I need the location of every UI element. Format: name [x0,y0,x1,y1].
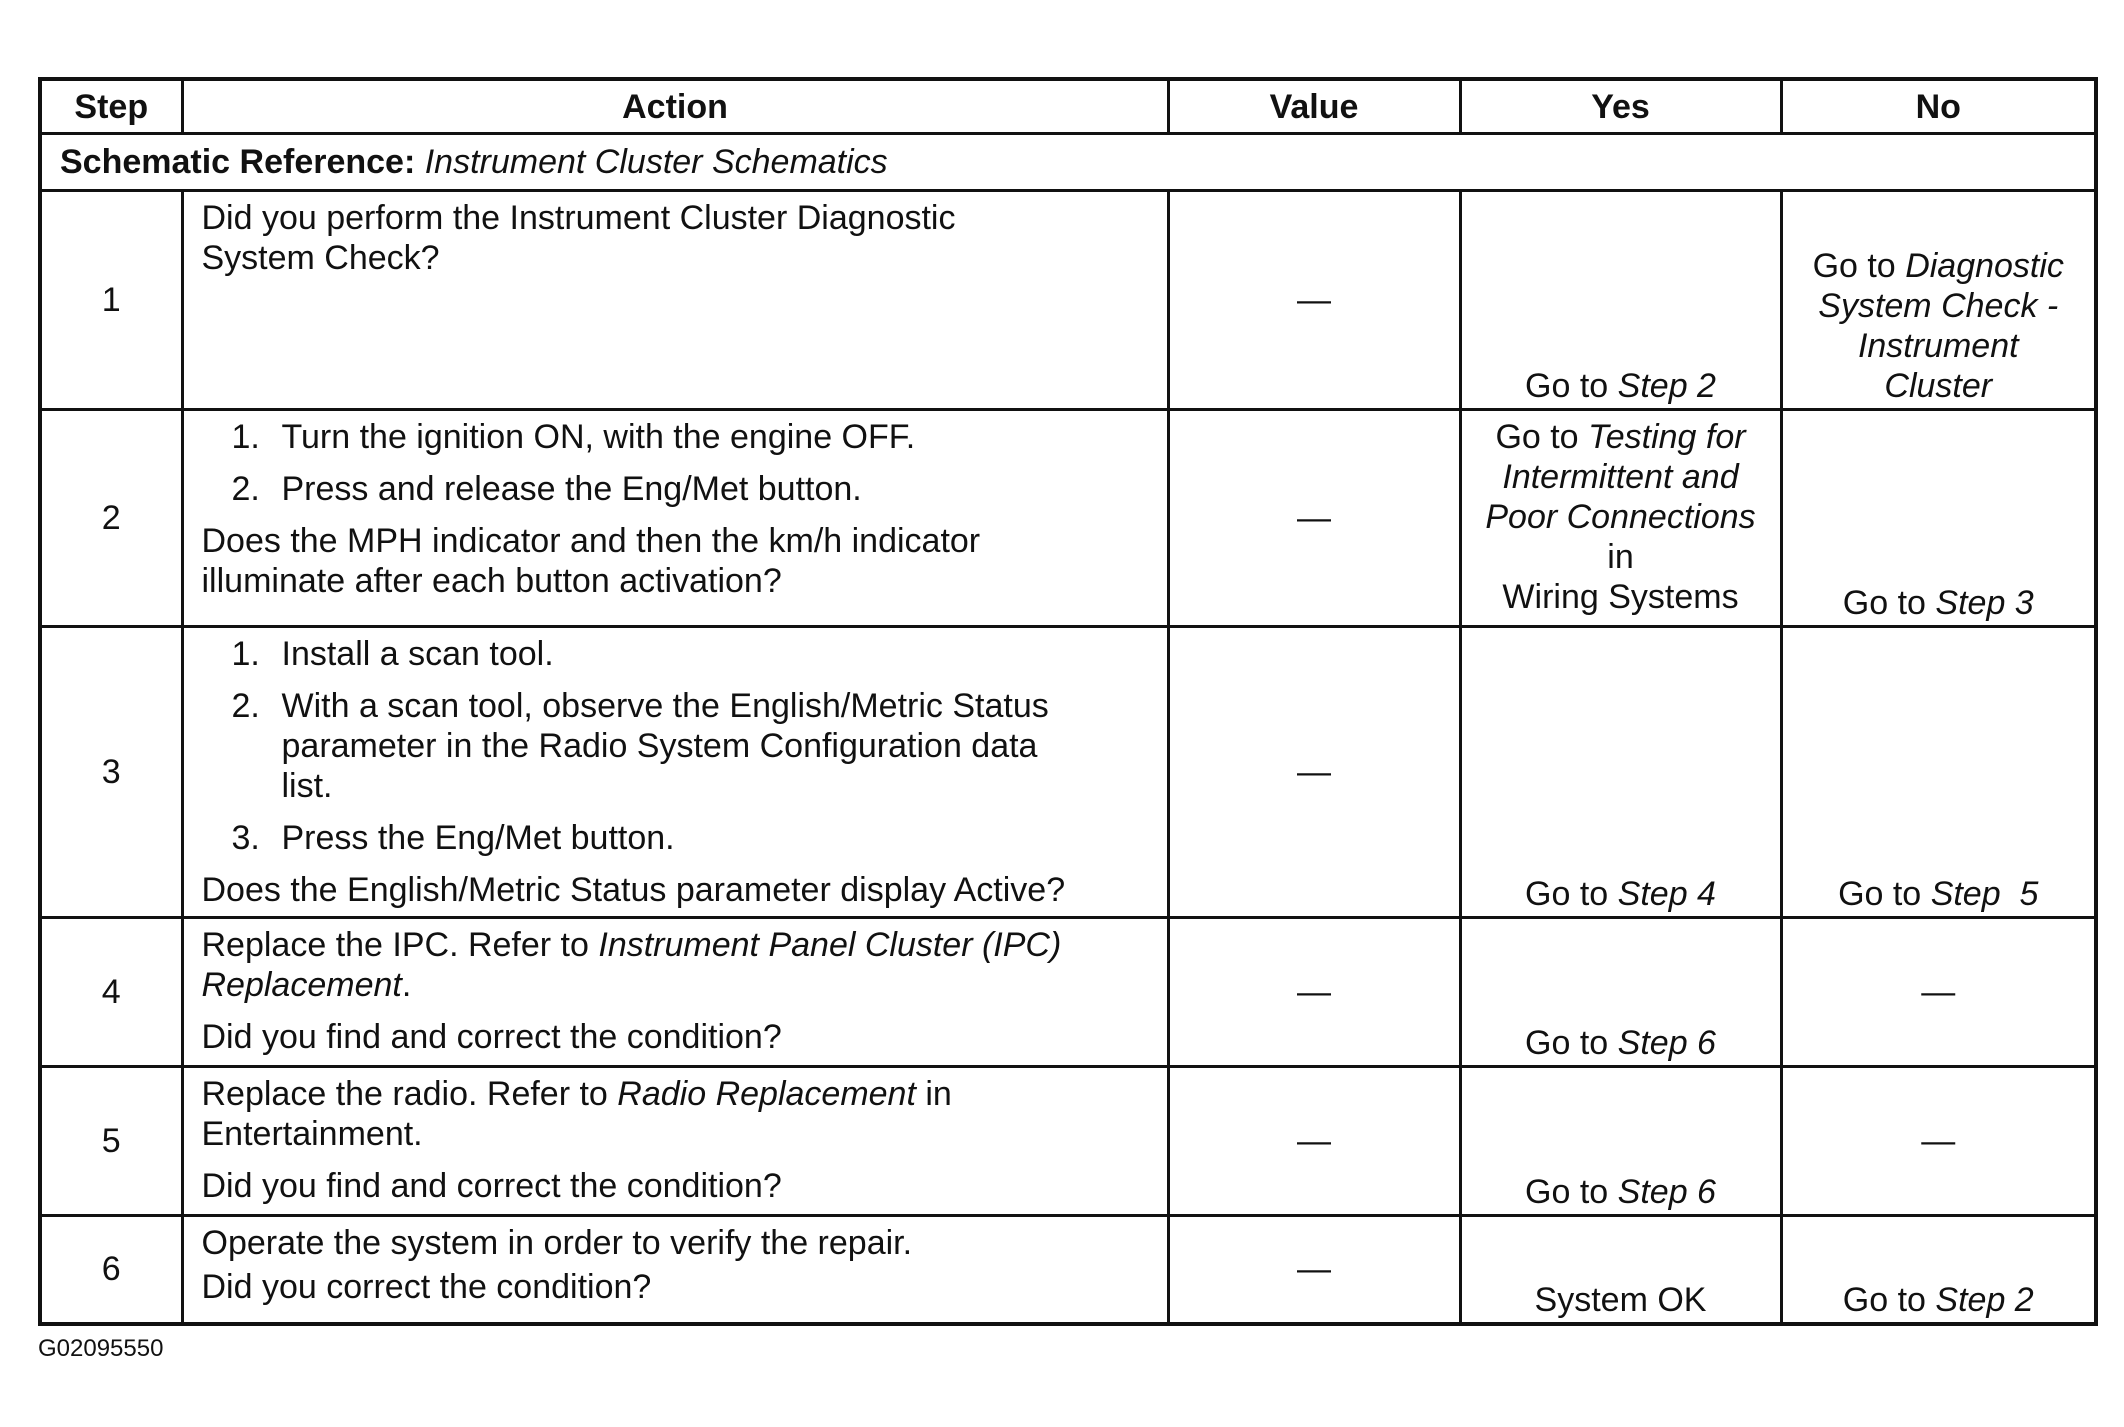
yes-link[interactable]: Testing for [1588,418,1746,456]
goto-text: Go to [1525,367,1609,405]
yes-cell [1460,918,1781,1067]
no-cell [1781,191,2096,410]
action-item-text: Turn the ignition ON, with the engine OFF. [281,418,916,456]
action-ref-link[interactable]: Radio Replacement [617,1075,916,1113]
action-list-item: 1. Install a scan tool. [231,635,554,673]
value-cell: — [1168,918,1460,1067]
value-cell: — [1168,627,1460,918]
table-row [40,1067,2096,1216]
goto-text: Go to [1525,1024,1609,1062]
no-cell: — [1781,918,2096,1067]
action-question: Does the MPH indicator and then the km/h indicator illuminate after each button activation? [201,522,981,600]
step-number: 3 [40,627,182,918]
action-post: in Entertainment. [201,1075,952,1153]
schematic-link[interactable]: Instrument Cluster Schematics [424,143,888,181]
yes-link[interactable]: Step 6 [1617,1173,1716,1211]
value-cell: — [1168,410,1460,627]
action-text [202,1074,1022,1154]
action-question: Did you find and correct the condition? [201,1167,782,1205]
goto-text: Go to [1842,584,1926,622]
action-list-item: 3. Press the Eng/Met button. [231,819,675,857]
action-cell [182,627,1168,918]
table-row [40,191,2096,410]
diagnostic-table [38,77,2098,1326]
yes-cell [1460,191,1781,410]
action-pre: Replace the radio. Refer to [201,1075,608,1113]
action-question: Did you correct the condition? [201,1268,652,1306]
yes-link[interactable]: Step 2 [1617,367,1716,405]
step-number: 2 [40,410,182,627]
action-item-text: Install a scan tool. [281,635,554,673]
value-cell: — [1168,1216,1460,1324]
goto-text: Go to [1525,875,1609,913]
no-link-line[interactable]: Instrument [1857,327,2019,365]
action-cell [182,1067,1168,1216]
step-number: 6 [40,1216,182,1324]
table-row [40,918,2096,1067]
action-cell [182,1216,1168,1324]
goto-text: Go to [1812,247,1896,285]
no-link[interactable]: Step 5 [1930,875,2039,913]
no-link[interactable]: Step 3 [1935,584,2034,622]
no-cell [1781,1216,2096,1324]
action-item-text: With a scan tool, observe the English/Metric Status parameter in the Radio System Configuration data list. [281,687,1049,805]
header-yes: Yes [1460,79,1781,134]
action-cell [182,410,1168,627]
yes-cell [1460,627,1781,918]
yes-text-line: in [1607,538,1634,576]
yes-text-line: Wiring Systems [1502,578,1739,616]
goto-text: Go to [1525,1173,1609,1211]
no-cell: — [1781,1067,2096,1216]
table-row [40,627,2096,918]
action-list-item: 2. With a scan tool, observe the English/Metric Status parameter in the Radio System Configuration data list. [231,687,1049,805]
figure-id-caption: G02095550 [38,1335,164,1362]
action-cell [182,191,1168,410]
action-cell [182,918,1168,1067]
action-list-item: 2. Press and release the Eng/Met button. [231,470,862,508]
goto-text: Go to [1495,418,1579,456]
no-link[interactable]: Step 2 [1935,1280,2034,1319]
value-cell: — [1168,1067,1460,1216]
action-text: Operate the system in order to verify the repair. [201,1224,913,1262]
schematic-reference [40,134,2096,191]
action-question: Did you perform the Instrument Cluster Diagnostic System Check? [201,199,956,277]
no-cell [1781,627,2096,918]
yes-cell [1460,1067,1781,1216]
header-value: Value [1168,79,1460,134]
header-no: No [1781,79,2096,134]
action-list-item: 1. Turn the ignition ON, with the engine OFF. [231,418,916,456]
table-row [40,1216,2096,1324]
step-number: 4 [40,918,182,1067]
action-item-text: Press the Eng/Met button. [281,819,675,857]
no-link-line[interactable]: Cluster [1884,367,1993,405]
schematic-reference-row [40,134,2096,191]
header-step: Step [40,79,182,134]
header-action: Action [182,79,1168,134]
action-ref-link[interactable]: Instrument Panel Cluster (IPC) Replacement [201,926,1062,1004]
action-pre: Replace the IPC. Refer to [201,926,589,964]
goto-text: Go to [1838,875,1922,913]
header-row [40,79,2096,134]
action-item-text: Press and release the Eng/Met button. [281,470,862,508]
step-number: 1 [40,191,182,410]
goto-text: Go to [1842,1280,1926,1319]
schematic-label: Schematic Reference: [60,143,416,181]
action-question: Did you find and correct the condition? [201,1018,782,1056]
table-row [40,410,2096,627]
step-number: 5 [40,1067,182,1216]
value-cell: — [1168,191,1460,410]
yes-cell: System OK [1460,1216,1781,1324]
action-text: Replace the IPC. Refer to Instrument Panel Cluster (IPC) Replacement. [201,926,1062,1004]
yes-link-line[interactable]: Poor Connections [1485,498,1756,536]
yes-link-line[interactable]: Intermittent and [1502,458,1739,496]
yes-link[interactable]: Step 6 [1617,1024,1716,1062]
action-question: Does the English/Metric Status parameter display Active? [201,871,1066,909]
yes-link[interactable]: Step 4 [1617,875,1716,913]
no-link-line[interactable]: System Check - [1818,287,2059,325]
no-cell [1781,410,2096,627]
no-link[interactable]: Diagnostic [1905,247,2064,285]
yes-cell [1460,410,1781,627]
